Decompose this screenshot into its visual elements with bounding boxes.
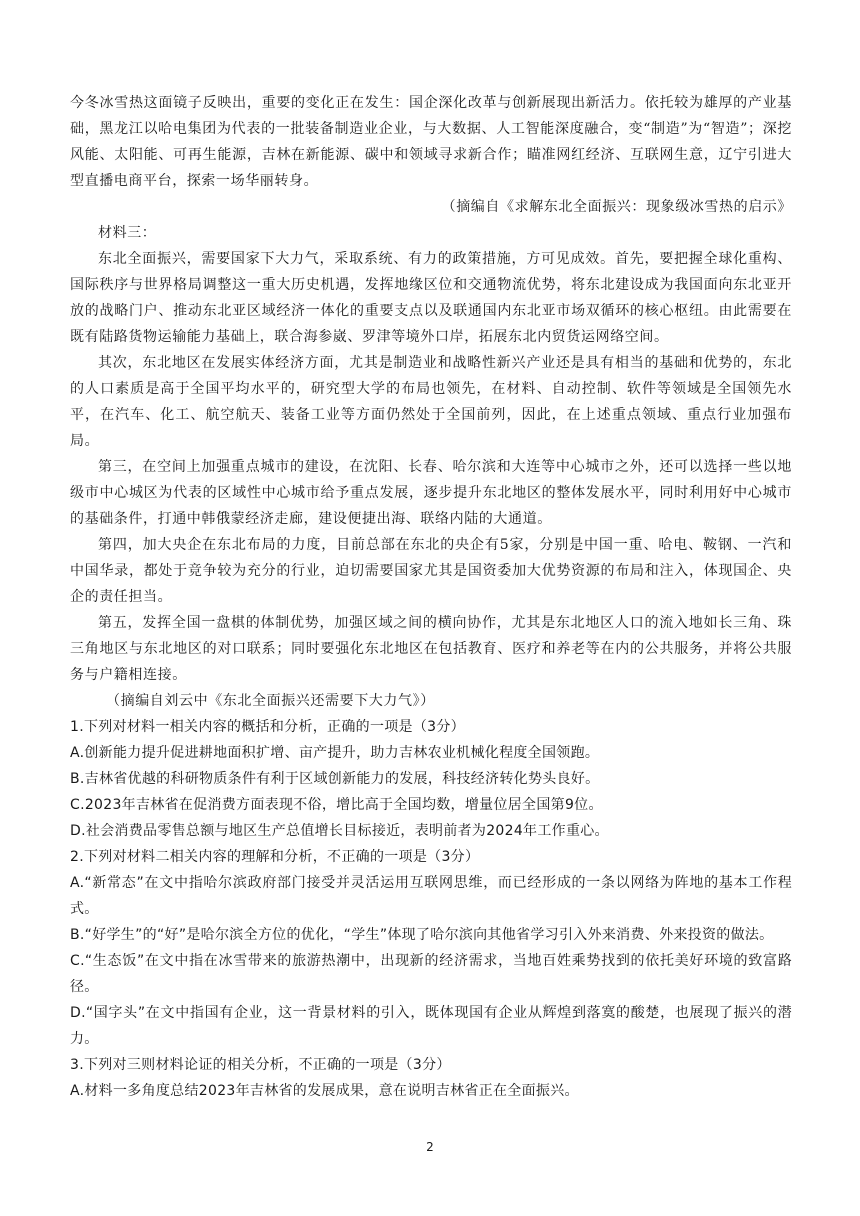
material3-paragraph-3: 第三，在空间上加强重点城市的建设，在沈阳、长春、哈尔滨和大连等中心城市之外，还可以选择一些以地级市中心城区为代表的区域性中心城市给予重点发展，逐步提升东北地区的整体发展水平，同时利用好中心城市的基础条件，打通中韩俄蒙经济走廊，建设便捷出海、联络内陆的大通道。 <box>70 459 792 527</box>
question-3-stem: 3.下列对三则材料论证的相关分析，不正确的一项是（3分） <box>70 1057 451 1073</box>
question-2-option-b: B.“好学生”的“好”是哈尔滨全方位的优化，“学生”体现了哈尔滨向其他省学习引入外来消费、外来投资的做法。 <box>70 927 774 943</box>
page-number: 2 <box>426 1140 434 1154</box>
material3-paragraph-1: 东北全面振兴，需要国家下大力气，采取系统、有力的政策措施，方可见成效。首先，要把握全球化重构、国际秩序与世界格局调整这一重大历史机遇，发挥地缘区位和交通物流优势，将东北建设成为我国面向东北亚开放的战略门户、推动东北亚区域经济一体化的重要支点以及联通国内东北亚市场双循环的核心枢纽。由此需要在既有陆路货物运输能力基础上，联合海参崴、罗津等境外口岸，拓展东北内贸货运网络空间。 <box>70 251 792 345</box>
page-content <box>70 90 792 1104</box>
question-2-option-c: C.“生态饭”在文中指在冰雪带来的旅游热潮中，出现新的经济需求，当地百姓乘势找到的依托美好环境的致富路径。 <box>70 953 792 995</box>
question-2-option-a: A.“新常态”在文中指哈尔滨政府部门接受并灵活运用互联网思维，而已经形成的一条以网络为阵地的基本工作程式。 <box>70 875 792 917</box>
source-citation-1: （摘编自《求解东北全面振兴：现象级冰雪热的启示》 <box>441 199 792 215</box>
material3-paragraph-2: 其次，东北地区在发展实体经济方面，尤其是制造业和战略性新兴产业还是具有相当的基础和优势的，东北的人口素质是高于全国平均水平的，研究型大学的布局也领先，在材料、自动控制、软件等领域是全国领先水平，在汽车、化工、航空航天、装备工业等方面仍然处于全国前列，因此，在上述重点领域、重点行业加强布局。 <box>70 355 792 449</box>
question-1-option-d: D.社会消费品零售总额与地区生产总值增长目标接近，表明前者为2024年工作重心。 <box>70 823 609 839</box>
question-1-option-b: B.吉林省优越的科研物质条件有利于区域创新能力的发展，科技经济转化势头良好。 <box>70 771 600 787</box>
question-3-option-a: A.材料一多角度总结2023年吉林省的发展成果，意在说明吉林省正在全面振兴。 <box>70 1083 579 1099</box>
question-1-stem: 1.下列对材料一相关内容的概括和分析，正确的一项是（3分） <box>70 719 465 735</box>
material3-paragraph-5: 第五，发挥全国一盘棋的体制优势，加强区域之间的横向协作，尤其是东北地区人口的流入地如长三角、珠三角地区与东北地区的对口联系；同时要强化东北地区在包括教育、医疗和养老等在内的公共服务，并将公共服务与户籍相连接。 <box>70 615 792 683</box>
material3-paragraph-4: 第四，加大央企在东北布局的力度，目前总部在东北的央企有5家，分别是中国一重、哈电、鞍钢、一汽和中国华录，都处于竞争较为充分的行业，迫切需要国家尤其是国资委加大优势资源的布局和注入，体现国企、央企的责任担当。 <box>70 537 792 605</box>
source-citation-2: （摘编自刘云中《东北全面振兴还需要下大力气》） <box>106 693 435 709</box>
material3-label: 材料三： <box>98 225 157 241</box>
question-1-option-a: A.创新能力提升促进耕地面积扩增、亩产提升，助力吉林农业机械化程度全国领跑。 <box>70 745 600 761</box>
question-1-option-c: C.2023年吉林省在促消费方面表现不俗，增比高于全国均数，增量位居全国第9位。 <box>70 797 603 813</box>
question-2-option-d: D.“国字头”在文中指国有企业，这一背景材料的引入，既体现国有企业从辉煌到落寞的酸楚，也展现了振兴的潜力。 <box>70 1005 792 1047</box>
question-2-stem: 2.下列对材料二相关内容的理解和分析，不正确的一项是（3分） <box>70 849 480 865</box>
continuation-paragraph: 今冬冰雪热这面镜子反映出，重要的变化正在发生：国企深化改革与创新展现出新活力。依托较为雄厚的产业基础，黑龙江以哈电集团为代表的一批装备制造业企业，与大数据、人工智能深度融合，变“制造”为“智造”；深挖风能、太阳能、可再生能源，吉林在新能源、碳中和领域寻求新合作；瞄准网红经济、互联网生意，辽宁引进大型直播电商平台，探索一场华丽转身。 <box>70 95 792 189</box>
